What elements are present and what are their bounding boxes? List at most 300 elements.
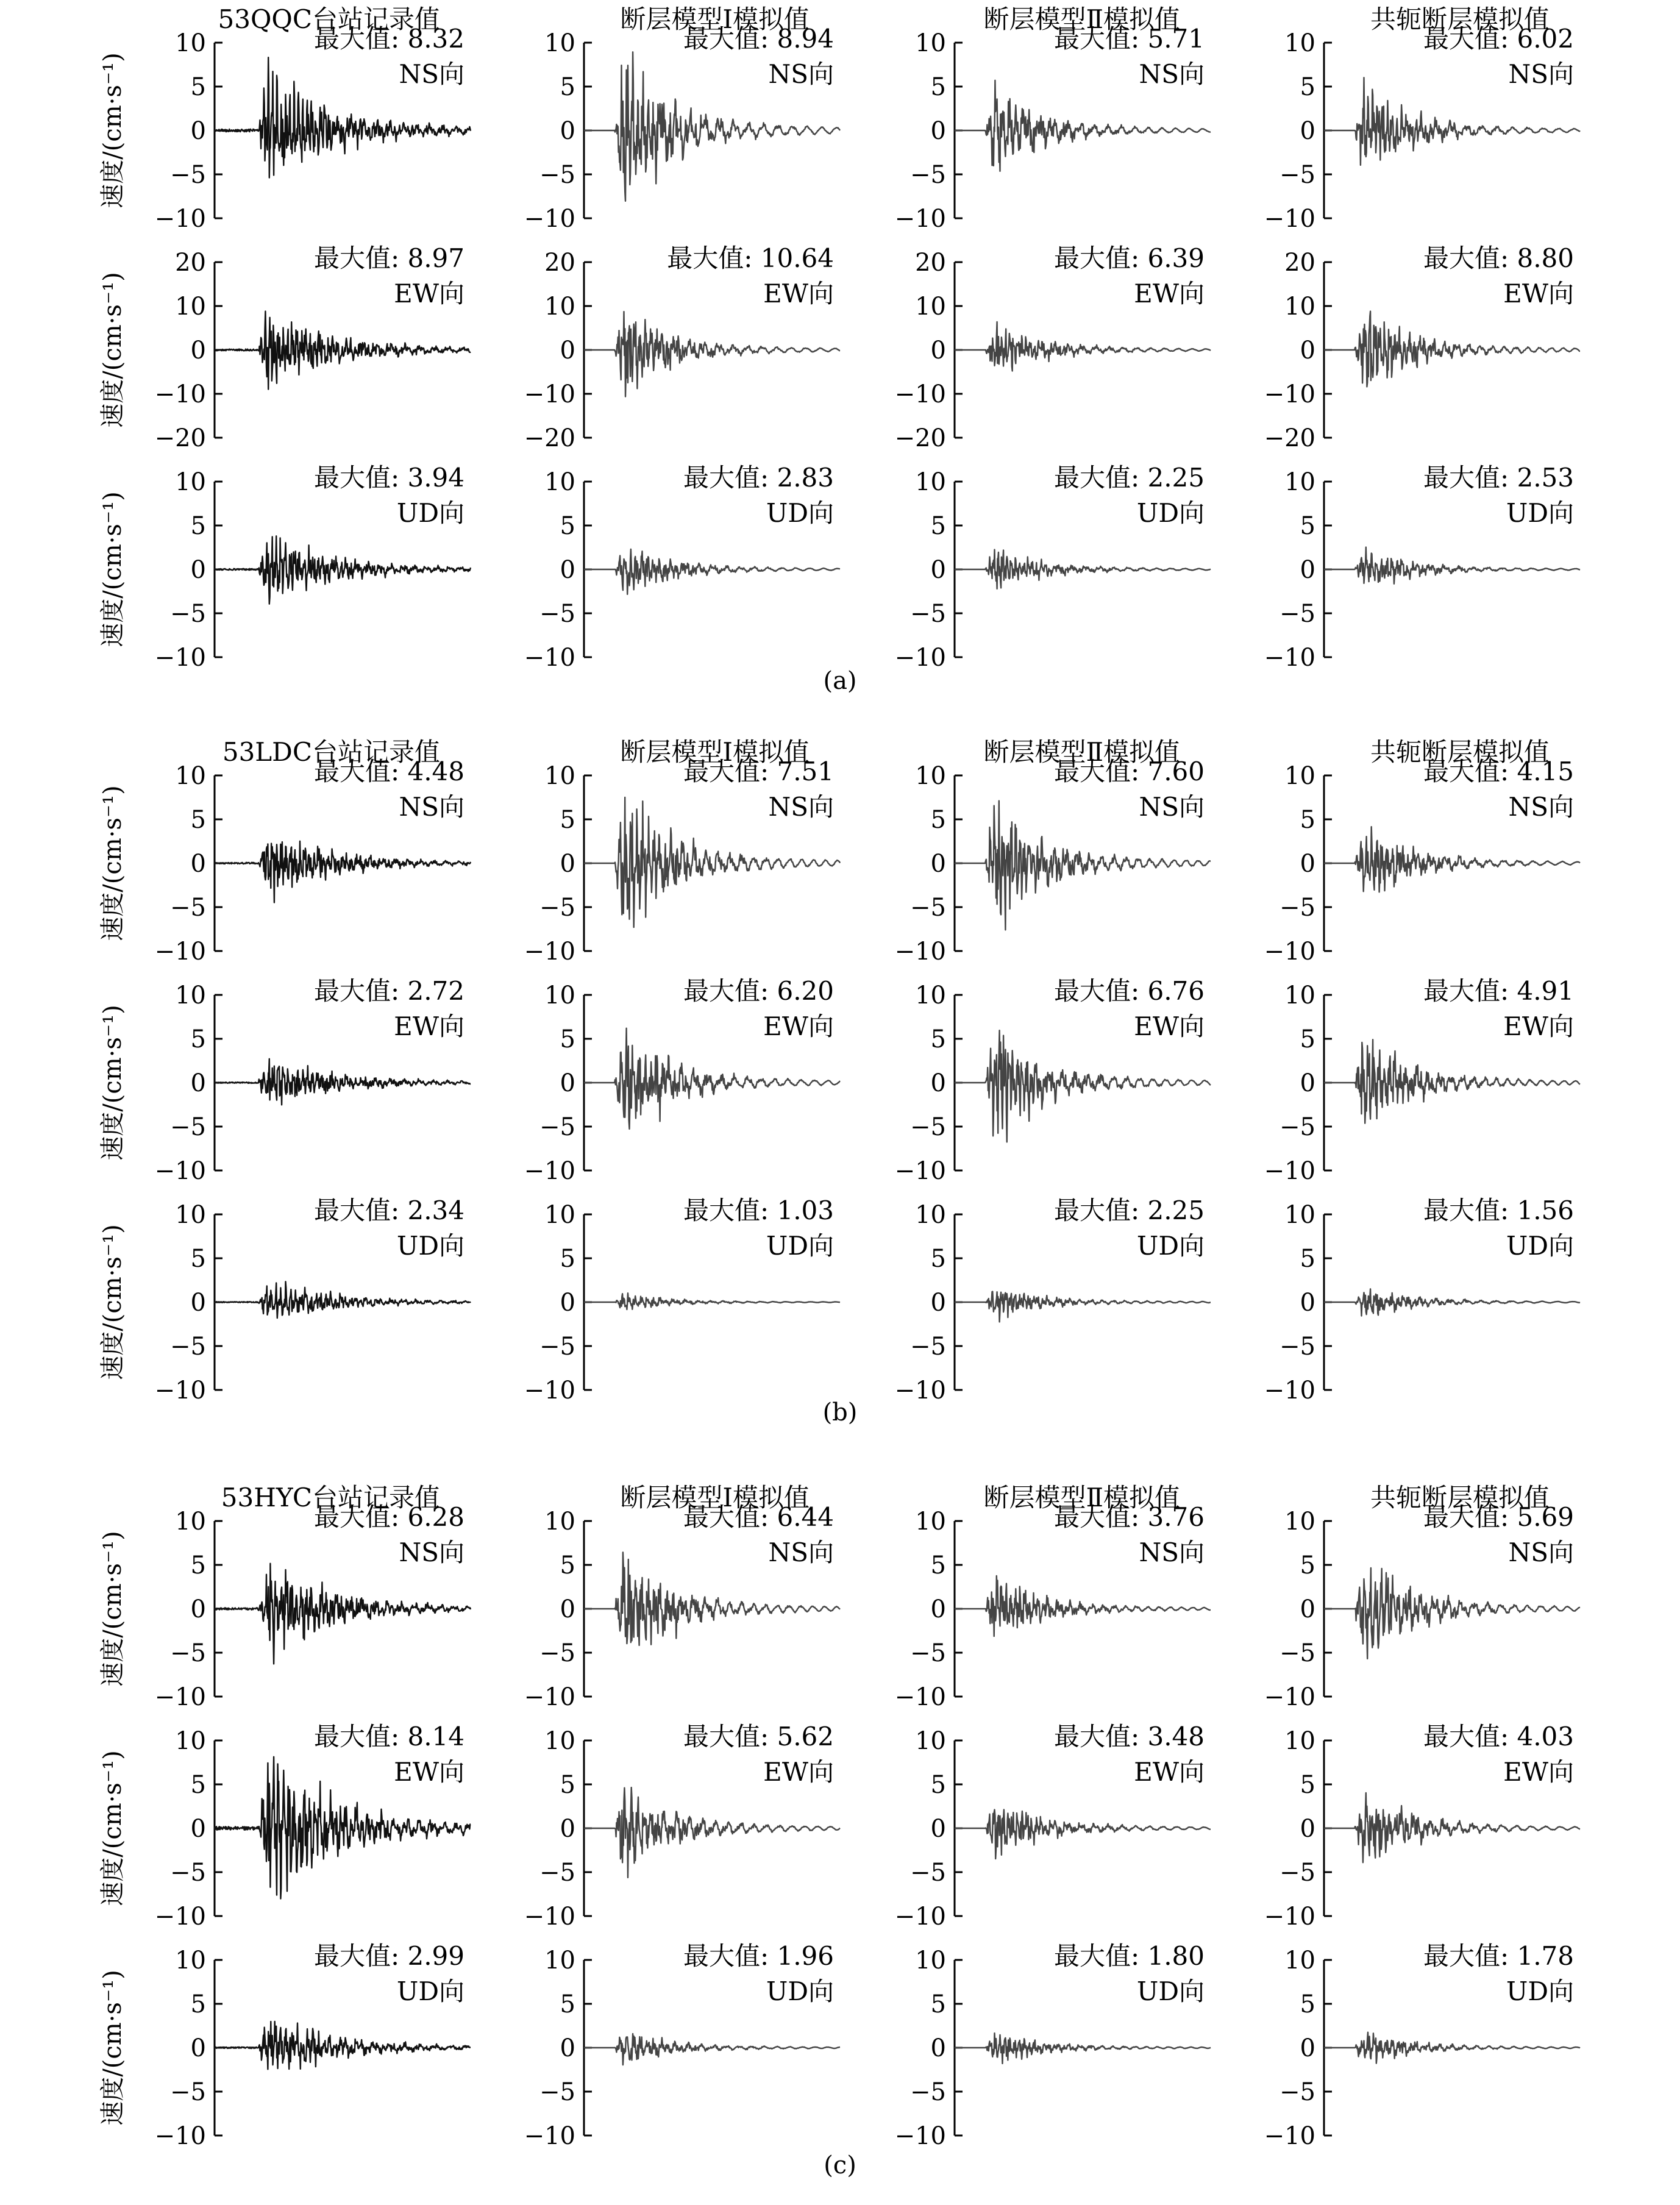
y-tick-label: 0 xyxy=(930,1815,946,1843)
y-tick-label: 5 xyxy=(190,1245,206,1273)
y-tick-label: 5 xyxy=(560,1025,575,1053)
y-tick-label: −10 xyxy=(1264,1377,1315,1405)
y-axis-label: 速度/(cm·s⁻¹) xyxy=(99,1750,127,1906)
y-tick-label: −5 xyxy=(1280,161,1315,189)
velocity-trace xyxy=(1324,1039,1580,1123)
y-tick-label: 0 xyxy=(1300,556,1315,584)
y-tick-label: 5 xyxy=(190,1025,206,1053)
model-title: 断层模型Ⅰ模拟值 xyxy=(620,737,810,767)
y-tick-label: 20 xyxy=(544,249,575,277)
component-label: EW向 xyxy=(763,1757,834,1787)
velocity-trace xyxy=(955,1576,1211,1636)
y-tick-label: 0 xyxy=(560,337,575,365)
component-label: UD向 xyxy=(766,498,834,528)
y-tick-label: 5 xyxy=(1300,1025,1315,1053)
y-tick-label: 0 xyxy=(560,117,575,145)
velocity-trace xyxy=(215,1564,471,1664)
y-tick-label: 0 xyxy=(930,1069,946,1097)
y-tick-label: 0 xyxy=(190,1815,206,1843)
model-title: 断层模型Ⅰ模拟值 xyxy=(620,4,810,34)
max-value-label: 最大值: 1.56 xyxy=(1423,1195,1574,1225)
y-tick-label: 10 xyxy=(915,29,946,57)
y-tick-label: 10 xyxy=(1284,468,1315,496)
y-tick-label: −10 xyxy=(154,1157,206,1185)
y-tick-label: −5 xyxy=(170,1639,206,1667)
y-tick-label: −10 xyxy=(154,1903,206,1931)
y-tick-label: −10 xyxy=(894,644,946,672)
component-label: EW向 xyxy=(394,279,464,308)
y-tick-label: 0 xyxy=(1300,337,1315,365)
component-label: UD向 xyxy=(1136,498,1205,528)
y-tick-label: 5 xyxy=(560,1551,575,1580)
y-tick-label: 0 xyxy=(190,850,206,878)
y-tick-label: 10 xyxy=(1284,29,1315,57)
y-tick-label: −10 xyxy=(154,1377,206,1405)
y-tick-label: 5 xyxy=(560,73,575,101)
max-value-label: 最大值: 6.28 xyxy=(313,1502,464,1532)
max-value-label: 最大值: 2.53 xyxy=(1423,463,1574,493)
component-label: UD向 xyxy=(1136,1231,1205,1261)
y-axis-label: 速度/(cm·s⁻¹) xyxy=(99,272,127,428)
panel-caption: (b) xyxy=(822,1398,858,1427)
y-tick-label: 20 xyxy=(1284,249,1315,277)
y-tick-label: 10 xyxy=(915,762,946,790)
y-tick-label: −20 xyxy=(894,424,946,452)
max-value-label: 最大值: 6.20 xyxy=(683,976,834,1006)
velocity-trace xyxy=(955,1292,1211,1322)
model-title: 断层模型Ⅱ模拟值 xyxy=(983,4,1180,34)
y-tick-label: −20 xyxy=(524,424,575,452)
velocity-trace xyxy=(955,1030,1211,1142)
y-tick-label: −5 xyxy=(1280,1113,1315,1141)
y-tick-label: 0 xyxy=(1300,2034,1315,2062)
y-tick-label: 5 xyxy=(930,1245,946,1273)
y-tick-label: 10 xyxy=(175,1947,206,1975)
y-tick-label: 5 xyxy=(1300,1551,1315,1580)
y-tick-label: 0 xyxy=(930,556,946,584)
max-value-label: 最大值: 5.62 xyxy=(683,1722,834,1751)
model-title: 断层模型Ⅱ模拟值 xyxy=(983,1483,1180,1512)
max-value-label: 最大值: 2.72 xyxy=(313,976,464,1006)
max-value-label: 最大值: 6.39 xyxy=(1053,243,1205,273)
y-tick-label: −10 xyxy=(524,2122,575,2150)
y-tick-label: −10 xyxy=(1264,1903,1315,1931)
y-tick-label: 10 xyxy=(1284,1727,1315,1755)
y-tick-label: 0 xyxy=(560,1595,575,1623)
component-label: NS向 xyxy=(399,59,464,89)
y-tick-label: −5 xyxy=(1280,1859,1315,1887)
max-value-label: 最大值: 3.76 xyxy=(1053,1502,1205,1532)
max-value-label: 最大值: 4.15 xyxy=(1423,757,1574,786)
y-axis-label: 速度/(cm·s⁻¹) xyxy=(99,785,127,941)
model-title: 共轭断层模拟值 xyxy=(1370,4,1550,34)
y-tick-label: −5 xyxy=(1280,2078,1315,2106)
max-value-label: 最大值: 6.44 xyxy=(683,1502,834,1532)
y-tick-label: −10 xyxy=(154,644,206,672)
y-tick-label: 10 xyxy=(544,468,575,496)
y-tick-label: −10 xyxy=(894,205,946,233)
y-tick-label: 10 xyxy=(544,1727,575,1755)
max-value-label: 最大值: 4.91 xyxy=(1423,976,1574,1006)
y-tick-label: 5 xyxy=(1300,1771,1315,1799)
y-tick-label: −5 xyxy=(1280,600,1315,628)
max-value-label: 最大值: 4.48 xyxy=(313,757,464,786)
y-tick-label: −10 xyxy=(154,205,206,233)
y-tick-label: −5 xyxy=(539,1859,575,1887)
y-tick-label: 10 xyxy=(544,981,575,1010)
y-tick-label: 10 xyxy=(544,293,575,321)
component-label: NS向 xyxy=(1508,59,1574,89)
y-tick-label: −5 xyxy=(539,2078,575,2106)
y-tick-label: 10 xyxy=(915,1508,946,1536)
max-value-label: 最大值: 8.14 xyxy=(313,1722,464,1751)
y-tick-label: −5 xyxy=(910,600,946,628)
y-tick-label: −5 xyxy=(539,600,575,628)
y-tick-label: 5 xyxy=(930,512,946,540)
velocity-trace xyxy=(1324,827,1580,892)
y-tick-label: −10 xyxy=(894,380,946,408)
y-tick-label: 0 xyxy=(560,1069,575,1097)
y-tick-label: 10 xyxy=(544,1947,575,1975)
y-tick-label: −5 xyxy=(539,894,575,922)
y-tick-label: −10 xyxy=(1264,2122,1315,2150)
component-label: NS向 xyxy=(399,792,464,822)
y-tick-label: 5 xyxy=(1300,1245,1315,1273)
max-value-label: 最大值: 8.94 xyxy=(683,24,834,54)
y-tick-label: −10 xyxy=(894,2122,946,2150)
y-axis-label: 速度/(cm·s⁻¹) xyxy=(99,1970,127,2126)
y-tick-label: −5 xyxy=(539,161,575,189)
y-tick-label: 0 xyxy=(1300,1595,1315,1623)
y-tick-label: −5 xyxy=(539,1113,575,1141)
y-tick-label: 10 xyxy=(915,981,946,1010)
y-tick-label: 0 xyxy=(560,1289,575,1317)
y-tick-label: −10 xyxy=(1264,205,1315,233)
y-tick-label: 10 xyxy=(175,981,206,1010)
component-label: NS向 xyxy=(1508,792,1574,822)
y-tick-label: −10 xyxy=(524,1683,575,1711)
y-tick-label: 5 xyxy=(930,806,946,834)
y-tick-label: −10 xyxy=(1264,380,1315,408)
y-tick-label: −5 xyxy=(1280,894,1315,922)
y-tick-label: 5 xyxy=(930,1025,946,1053)
component-label: UD向 xyxy=(1506,498,1574,528)
velocity-trace xyxy=(215,1059,471,1105)
y-tick-label: 10 xyxy=(1284,293,1315,321)
y-axis-label: 速度/(cm·s⁻¹) xyxy=(99,1005,127,1161)
component-label: UD向 xyxy=(766,1231,834,1261)
y-tick-label: −5 xyxy=(170,1333,206,1361)
component-label: NS向 xyxy=(1139,792,1205,822)
y-tick-label: −5 xyxy=(170,161,206,189)
y-tick-label: −5 xyxy=(539,1639,575,1667)
y-tick-label: −10 xyxy=(1264,938,1315,966)
max-value-label: 最大值: 6.02 xyxy=(1423,24,1574,54)
y-tick-label: 5 xyxy=(190,1771,206,1799)
y-tick-label: −5 xyxy=(910,894,946,922)
y-tick-label: 10 xyxy=(175,293,206,321)
y-tick-label: −5 xyxy=(170,1113,206,1141)
y-tick-label: −10 xyxy=(894,1903,946,1931)
max-value-label: 最大值: 1.03 xyxy=(683,1195,834,1225)
y-tick-label: −5 xyxy=(910,1333,946,1361)
y-tick-label: 0 xyxy=(1300,850,1315,878)
velocity-trace xyxy=(215,312,471,390)
station-title: 53LDC台站记录值 xyxy=(222,737,440,767)
y-tick-label: 0 xyxy=(560,556,575,584)
y-tick-label: −5 xyxy=(910,1859,946,1887)
velocity-trace xyxy=(215,841,471,903)
y-tick-label: −5 xyxy=(910,1639,946,1667)
y-tick-label: −10 xyxy=(894,1377,946,1405)
velocity-trace xyxy=(955,2033,1211,2064)
y-tick-label: 10 xyxy=(175,1727,206,1755)
y-tick-label: 5 xyxy=(190,806,206,834)
component-label: NS向 xyxy=(768,1537,834,1567)
max-value-label: 最大值: 5.71 xyxy=(1053,24,1205,54)
y-tick-label: −10 xyxy=(154,380,206,408)
y-tick-label: −5 xyxy=(170,1859,206,1887)
velocity-trace xyxy=(1324,312,1580,387)
y-tick-label: 10 xyxy=(175,468,206,496)
y-tick-label: −5 xyxy=(170,600,206,628)
y-tick-label: 5 xyxy=(560,806,575,834)
y-tick-label: 0 xyxy=(190,117,206,145)
max-value-label: 最大值: 8.80 xyxy=(1423,243,1574,273)
y-tick-label: −10 xyxy=(894,1683,946,1711)
y-tick-label: −5 xyxy=(910,2078,946,2106)
y-tick-label: 10 xyxy=(175,29,206,57)
max-value-label: 最大值: 8.97 xyxy=(313,243,464,273)
y-tick-label: 10 xyxy=(544,1201,575,1229)
y-tick-label: 10 xyxy=(1284,762,1315,790)
component-label: EW向 xyxy=(1503,1757,1574,1787)
y-tick-label: 0 xyxy=(190,337,206,365)
y-tick-label: 10 xyxy=(915,1947,946,1975)
max-value-label: 最大值: 1.80 xyxy=(1053,1941,1205,1971)
y-tick-label: 0 xyxy=(1300,117,1315,145)
y-tick-label: −10 xyxy=(1264,1157,1315,1185)
component-label: EW向 xyxy=(394,1011,464,1041)
component-label: NS向 xyxy=(1139,1537,1205,1567)
y-tick-label: 10 xyxy=(544,1508,575,1536)
y-tick-label: −10 xyxy=(524,938,575,966)
y-tick-label: 0 xyxy=(190,1595,206,1623)
velocity-trace xyxy=(955,322,1211,371)
y-tick-label: 5 xyxy=(1300,512,1315,540)
component-label: NS向 xyxy=(399,1537,464,1567)
y-axis-label: 速度/(cm·s⁻¹) xyxy=(99,491,127,647)
component-label: UD向 xyxy=(1506,1976,1574,2006)
component-label: EW向 xyxy=(763,1011,834,1041)
velocity-trace xyxy=(1324,77,1580,165)
y-tick-label: 5 xyxy=(560,1245,575,1273)
y-tick-label: −20 xyxy=(154,424,206,452)
y-tick-label: 5 xyxy=(930,1771,946,1799)
model-title: 断层模型Ⅰ模拟值 xyxy=(620,1483,810,1512)
component-label: UD向 xyxy=(1136,1976,1205,2006)
component-label: UD向 xyxy=(766,1976,834,2006)
y-tick-label: −5 xyxy=(910,1113,946,1141)
y-tick-label: 5 xyxy=(560,1990,575,2018)
y-tick-label: 0 xyxy=(930,337,946,365)
y-tick-label: −10 xyxy=(154,1683,206,1711)
max-value-label: 最大值: 2.83 xyxy=(683,463,834,493)
model-title: 断层模型Ⅱ模拟值 xyxy=(983,737,1180,767)
y-tick-label: 5 xyxy=(930,1990,946,2018)
velocity-trace xyxy=(584,2034,840,2065)
max-value-label: 最大值: 3.94 xyxy=(313,463,464,493)
max-value-label: 最大值: 8.32 xyxy=(313,24,464,54)
velocity-trace xyxy=(1324,547,1580,584)
y-tick-label: 10 xyxy=(175,1508,206,1536)
y-tick-label: 0 xyxy=(190,556,206,584)
y-tick-label: −5 xyxy=(1280,1639,1315,1667)
y-tick-label: 5 xyxy=(560,1771,575,1799)
y-tick-label: 5 xyxy=(930,1551,946,1580)
y-tick-label: 0 xyxy=(930,2034,946,2062)
y-tick-label: 5 xyxy=(190,1990,206,2018)
y-tick-label: −10 xyxy=(1264,644,1315,672)
y-tick-label: 5 xyxy=(1300,1990,1315,2018)
y-tick-label: −5 xyxy=(910,161,946,189)
y-tick-label: −10 xyxy=(524,644,575,672)
y-tick-label: −10 xyxy=(154,938,206,966)
y-tick-label: 5 xyxy=(1300,73,1315,101)
y-tick-label: 5 xyxy=(190,1551,206,1580)
max-value-label: 最大值: 10.64 xyxy=(667,243,834,273)
velocity-trace xyxy=(1324,2032,1580,2064)
component-label: NS向 xyxy=(1139,59,1205,89)
model-title: 共轭断层模拟值 xyxy=(1370,737,1550,767)
y-tick-label: 0 xyxy=(560,1815,575,1843)
velocity-trace xyxy=(955,80,1211,171)
y-tick-label: 10 xyxy=(1284,981,1315,1010)
y-tick-label: 5 xyxy=(930,73,946,101)
y-tick-label: −5 xyxy=(539,1333,575,1361)
max-value-label: 最大值: 2.25 xyxy=(1053,463,1205,493)
y-tick-label: 5 xyxy=(190,73,206,101)
y-axis-label: 速度/(cm·s⁻¹) xyxy=(99,1531,127,1687)
y-tick-label: 0 xyxy=(930,1595,946,1623)
y-tick-label: 0 xyxy=(1300,1069,1315,1097)
velocity-trace xyxy=(215,2022,471,2069)
max-value-label: 最大值: 2.25 xyxy=(1053,1195,1205,1225)
component-label: EW向 xyxy=(394,1757,464,1787)
y-tick-label: −10 xyxy=(154,2122,206,2150)
velocity-trace xyxy=(584,549,840,594)
max-value-label: 最大值: 2.34 xyxy=(313,1195,464,1225)
max-value-label: 最大值: 7.60 xyxy=(1053,757,1205,786)
component-label: UD向 xyxy=(396,498,464,528)
model-title: 共轭断层模拟值 xyxy=(1370,1483,1550,1512)
panel-caption: (a) xyxy=(823,667,857,695)
y-tick-label: 0 xyxy=(190,1289,206,1317)
y-tick-label: 0 xyxy=(190,1069,206,1097)
y-tick-label: −5 xyxy=(1280,1333,1315,1361)
y-tick-label: −5 xyxy=(170,894,206,922)
y-tick-label: 10 xyxy=(544,762,575,790)
y-tick-label: 20 xyxy=(175,249,206,277)
max-value-label: 最大值: 5.69 xyxy=(1423,1502,1574,1532)
max-value-label: 最大值: 7.51 xyxy=(683,757,834,786)
y-tick-label: 5 xyxy=(1300,806,1315,834)
y-tick-label: 10 xyxy=(915,1201,946,1229)
y-tick-label: −10 xyxy=(524,380,575,408)
y-tick-label: 10 xyxy=(915,1727,946,1755)
y-tick-label: −20 xyxy=(1264,424,1315,452)
y-tick-label: −10 xyxy=(1264,1683,1315,1711)
velocity-trace xyxy=(955,1809,1211,1859)
panel-caption: (c) xyxy=(824,2151,856,2179)
y-tick-label: 10 xyxy=(1284,1201,1315,1229)
component-label: EW向 xyxy=(1503,279,1574,308)
velocity-trace xyxy=(1324,1793,1580,1862)
component-label: EW向 xyxy=(763,279,834,308)
component-label: EW向 xyxy=(1134,1011,1205,1041)
component-label: NS向 xyxy=(1508,1537,1574,1567)
velocity-trace xyxy=(215,536,471,604)
y-tick-label: −10 xyxy=(524,1157,575,1185)
velocity-trace xyxy=(215,1281,471,1318)
velocity-trace xyxy=(584,1293,840,1309)
component-label: NS向 xyxy=(768,59,834,89)
velocity-trace xyxy=(1324,1568,1580,1659)
max-value-label: 最大值: 1.78 xyxy=(1423,1941,1574,1971)
y-tick-label: 5 xyxy=(190,512,206,540)
component-label: EW向 xyxy=(1134,1757,1205,1787)
y-tick-label: 0 xyxy=(190,2034,206,2062)
max-value-label: 最大值: 1.96 xyxy=(683,1941,834,1971)
y-tick-label: 10 xyxy=(1284,1947,1315,1975)
y-tick-label: 10 xyxy=(175,762,206,790)
y-tick-label: 0 xyxy=(930,850,946,878)
component-label: UD向 xyxy=(1506,1231,1574,1261)
y-tick-label: −10 xyxy=(894,938,946,966)
component-label: EW向 xyxy=(1134,279,1205,308)
y-tick-label: 10 xyxy=(175,1201,206,1229)
velocity-trace xyxy=(584,1028,840,1129)
component-label: UD向 xyxy=(396,1231,464,1261)
y-tick-label: 10 xyxy=(915,468,946,496)
max-value-label: 最大值: 3.48 xyxy=(1053,1722,1205,1751)
y-tick-label: 0 xyxy=(930,1289,946,1317)
y-tick-label: 0 xyxy=(560,2034,575,2062)
y-tick-label: 10 xyxy=(544,29,575,57)
y-tick-label: 0 xyxy=(1300,1815,1315,1843)
max-value-label: 最大值: 2.99 xyxy=(313,1941,464,1971)
station-title: 53QQC台站记录值 xyxy=(218,4,440,34)
velocity-trace xyxy=(955,550,1211,589)
y-tick-label: −5 xyxy=(170,2078,206,2106)
y-tick-label: 5 xyxy=(560,512,575,540)
velocity-trace xyxy=(584,312,840,396)
y-tick-label: −10 xyxy=(894,1157,946,1185)
max-value-label: 最大值: 6.76 xyxy=(1053,976,1205,1006)
max-value-label: 最大值: 4.03 xyxy=(1423,1722,1574,1751)
y-tick-label: 0 xyxy=(930,117,946,145)
y-tick-label: 0 xyxy=(1300,1289,1315,1317)
component-label: UD向 xyxy=(396,1976,464,2006)
velocity-trace xyxy=(1324,1289,1580,1316)
y-tick-label: 10 xyxy=(1284,1508,1315,1536)
component-label: NS向 xyxy=(768,792,834,822)
y-tick-label: −10 xyxy=(524,1903,575,1931)
y-tick-label: 10 xyxy=(915,293,946,321)
y-tick-label: 0 xyxy=(560,850,575,878)
y-tick-label: −10 xyxy=(524,205,575,233)
station-title: 53HYC台站记录值 xyxy=(221,1483,440,1512)
